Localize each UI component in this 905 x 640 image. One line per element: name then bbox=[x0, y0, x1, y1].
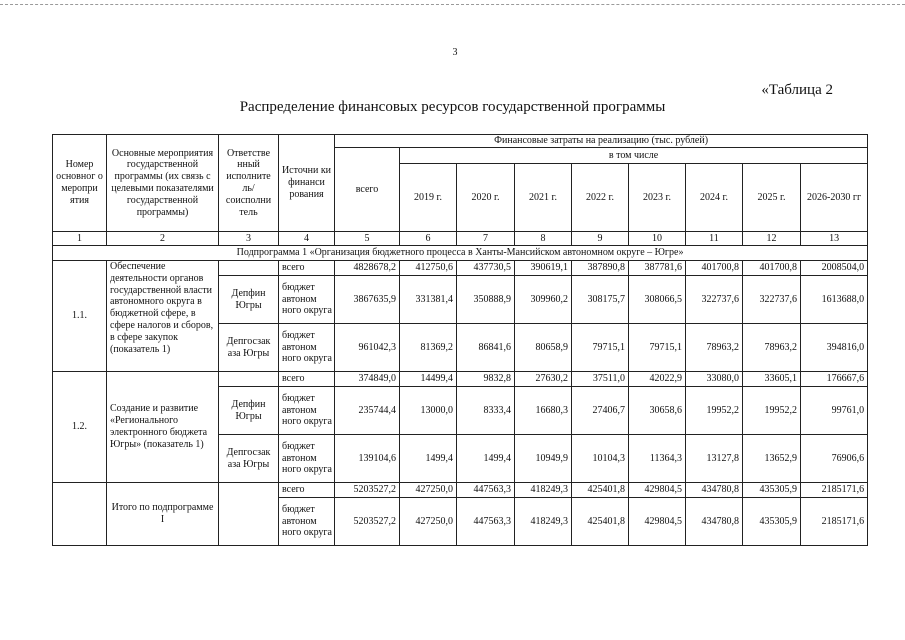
column-number: 11 bbox=[686, 232, 743, 246]
value-cell: 78963,2 bbox=[743, 324, 801, 372]
header-responsible: Ответстве нный исполните ль/ соисполни тель bbox=[219, 135, 279, 232]
source-cell: бюджет автоном ного округа bbox=[279, 435, 335, 483]
value-cell: 76906,6 bbox=[801, 435, 868, 483]
value-cell: 79715,1 bbox=[629, 324, 686, 372]
header-total: всего bbox=[335, 148, 400, 232]
value-cell: 418249,3 bbox=[515, 483, 572, 498]
financial-table bbox=[52, 134, 868, 546]
executor-cell bbox=[219, 261, 279, 276]
value-cell: 401700,8 bbox=[743, 261, 801, 276]
subtotal-label: Итого по подпрограмме I bbox=[107, 483, 219, 546]
value-cell: 331381,4 bbox=[400, 276, 457, 324]
scan-top-border bbox=[0, 4, 905, 5]
value-cell: 80658,9 bbox=[515, 324, 572, 372]
header-year: 2024 г. bbox=[686, 164, 743, 232]
value-cell: 79715,1 bbox=[572, 324, 629, 372]
column-number: 10 bbox=[629, 232, 686, 246]
executor-cell bbox=[219, 483, 279, 546]
value-cell: 961042,3 bbox=[335, 324, 400, 372]
subprogram-row bbox=[53, 246, 868, 261]
table-row bbox=[53, 261, 868, 276]
value-cell: 5203527,2 bbox=[335, 498, 400, 546]
executor-cell: Депфин Югры bbox=[219, 276, 279, 324]
value-cell: 412750,6 bbox=[400, 261, 457, 276]
value-cell: 387890,8 bbox=[572, 261, 629, 276]
value-cell: 13127,8 bbox=[686, 435, 743, 483]
value-cell: 429804,5 bbox=[629, 483, 686, 498]
value-cell: 434780,8 bbox=[686, 483, 743, 498]
column-number: 9 bbox=[572, 232, 629, 246]
header-activities: Основные мероприятия государственной программы (их связь с целевыми показателями государственной программы) bbox=[107, 135, 219, 232]
header-year: 2025 г. bbox=[743, 164, 801, 232]
value-cell: 13652,9 bbox=[743, 435, 801, 483]
source-cell: бюджет автоном ного округа bbox=[279, 498, 335, 546]
column-number: 12 bbox=[743, 232, 801, 246]
value-cell: 1499,4 bbox=[457, 435, 515, 483]
value-cell: 33605,1 bbox=[743, 372, 801, 387]
column-number: 7 bbox=[457, 232, 515, 246]
column-numbers-row bbox=[53, 232, 868, 246]
row-number: 1.2. bbox=[53, 372, 107, 483]
header-number: Номер основног о меропри ятия bbox=[53, 135, 107, 232]
header-incl: в том числе bbox=[400, 148, 868, 164]
source-cell: всего bbox=[279, 483, 335, 498]
value-cell: 374849,0 bbox=[335, 372, 400, 387]
value-cell: 2185171,6 bbox=[801, 483, 868, 498]
value-cell: 447563,3 bbox=[457, 483, 515, 498]
value-cell: 418249,3 bbox=[515, 498, 572, 546]
header-year: 2026-2030 гг bbox=[801, 164, 868, 232]
value-cell: 176667,6 bbox=[801, 372, 868, 387]
subtotal-row bbox=[53, 483, 868, 498]
header-year: 2021 г. bbox=[515, 164, 572, 232]
column-number: 4 bbox=[279, 232, 335, 246]
row-number bbox=[53, 483, 107, 546]
value-cell: 1499,4 bbox=[400, 435, 457, 483]
value-cell: 308066,5 bbox=[629, 276, 686, 324]
value-cell: 235744,4 bbox=[335, 387, 400, 435]
value-cell: 309960,2 bbox=[515, 276, 572, 324]
value-cell: 27630,2 bbox=[515, 372, 572, 387]
value-cell: 308175,7 bbox=[572, 276, 629, 324]
executor-cell bbox=[219, 372, 279, 387]
activity-cell: Обеспечение деятельности органов государственной власти автономного округа в бюджетной сфере, в сфере налогов и сборов, в сфере закупок (показатель 1) bbox=[107, 261, 219, 372]
value-cell: 427250,0 bbox=[400, 483, 457, 498]
value-cell: 425401,8 bbox=[572, 483, 629, 498]
value-cell: 16680,3 bbox=[515, 387, 572, 435]
value-cell: 390619,1 bbox=[515, 261, 572, 276]
value-cell: 1613688,0 bbox=[801, 276, 868, 324]
value-cell: 322737,6 bbox=[686, 276, 743, 324]
value-cell: 322737,6 bbox=[743, 276, 801, 324]
value-cell: 427250,0 bbox=[400, 498, 457, 546]
column-number: 2 bbox=[107, 232, 219, 246]
value-cell: 42022,9 bbox=[629, 372, 686, 387]
value-cell: 33080,0 bbox=[686, 372, 743, 387]
value-cell: 9832,8 bbox=[457, 372, 515, 387]
value-cell: 37511,0 bbox=[572, 372, 629, 387]
value-cell: 99761,0 bbox=[801, 387, 868, 435]
header-year: 2022 г. bbox=[572, 164, 629, 232]
source-cell: всего bbox=[279, 372, 335, 387]
value-cell: 10104,3 bbox=[572, 435, 629, 483]
value-cell: 435305,9 bbox=[743, 498, 801, 546]
header-year: 2023 г. bbox=[629, 164, 686, 232]
value-cell: 78963,2 bbox=[686, 324, 743, 372]
column-number: 6 bbox=[400, 232, 457, 246]
table-row bbox=[53, 372, 868, 387]
value-cell: 14499,4 bbox=[400, 372, 457, 387]
value-cell: 429804,5 bbox=[629, 498, 686, 546]
value-cell: 4828678,2 bbox=[335, 261, 400, 276]
source-cell: бюджет автоном ного округа bbox=[279, 324, 335, 372]
subprogram-title: Подпрограмма 1 «Организация бюджетного процесса в Ханты-Мансийском автономном округе – Югре» bbox=[53, 246, 868, 261]
value-cell: 425401,8 bbox=[572, 498, 629, 546]
value-cell: 13000,0 bbox=[400, 387, 457, 435]
value-cell: 447563,3 bbox=[457, 498, 515, 546]
value-cell: 27406,7 bbox=[572, 387, 629, 435]
value-cell: 81369,2 bbox=[400, 324, 457, 372]
value-cell: 394816,0 bbox=[801, 324, 868, 372]
value-cell: 387781,6 bbox=[629, 261, 686, 276]
value-cell: 2008504,0 bbox=[801, 261, 868, 276]
value-cell: 11364,3 bbox=[629, 435, 686, 483]
value-cell: 19952,2 bbox=[743, 387, 801, 435]
value-cell: 10949,9 bbox=[515, 435, 572, 483]
column-number: 1 bbox=[53, 232, 107, 246]
column-number: 5 bbox=[335, 232, 400, 246]
value-cell: 350888,9 bbox=[457, 276, 515, 324]
value-cell: 86841,6 bbox=[457, 324, 515, 372]
source-cell: бюджет автоном ного округа bbox=[279, 387, 335, 435]
page-number: 3 bbox=[452, 47, 458, 58]
value-cell: 8333,4 bbox=[457, 387, 515, 435]
source-cell: всего bbox=[279, 261, 335, 276]
document-title: Распределение финансовых ресурсов государственной программы bbox=[239, 99, 666, 115]
table-label: «Таблица 2 bbox=[761, 82, 833, 98]
value-cell: 5203527,2 bbox=[335, 483, 400, 498]
column-number: 8 bbox=[515, 232, 572, 246]
activity-cell: Создание и развитие «Регионального электронного бюджета Югры» (показатель 1) bbox=[107, 372, 219, 483]
value-cell: 437730,5 bbox=[457, 261, 515, 276]
header-year: 2019 г. bbox=[400, 164, 457, 232]
value-cell: 434780,8 bbox=[686, 498, 743, 546]
executor-cell: Депфин Югры bbox=[219, 387, 279, 435]
header-fin-costs: Финансовые затраты на реализацию (тыс. рублей) bbox=[335, 135, 868, 148]
value-cell: 19952,2 bbox=[686, 387, 743, 435]
value-cell: 3867635,9 bbox=[335, 276, 400, 324]
executor-cell: Депгосзак аза Югры bbox=[219, 435, 279, 483]
column-number: 3 bbox=[219, 232, 279, 246]
column-number: 13 bbox=[801, 232, 868, 246]
value-cell: 435305,9 bbox=[743, 483, 801, 498]
value-cell: 2185171,6 bbox=[801, 498, 868, 546]
executor-cell: Депгосзак аза Югры bbox=[219, 324, 279, 372]
source-cell: бюджет автоном ного округа bbox=[279, 276, 335, 324]
value-cell: 139104,6 bbox=[335, 435, 400, 483]
row-number: 1.1. bbox=[53, 261, 107, 372]
value-cell: 401700,8 bbox=[686, 261, 743, 276]
header-source: Источни ки финанси рования bbox=[279, 135, 335, 232]
value-cell: 30658,6 bbox=[629, 387, 686, 435]
header-year: 2020 г. bbox=[457, 164, 515, 232]
